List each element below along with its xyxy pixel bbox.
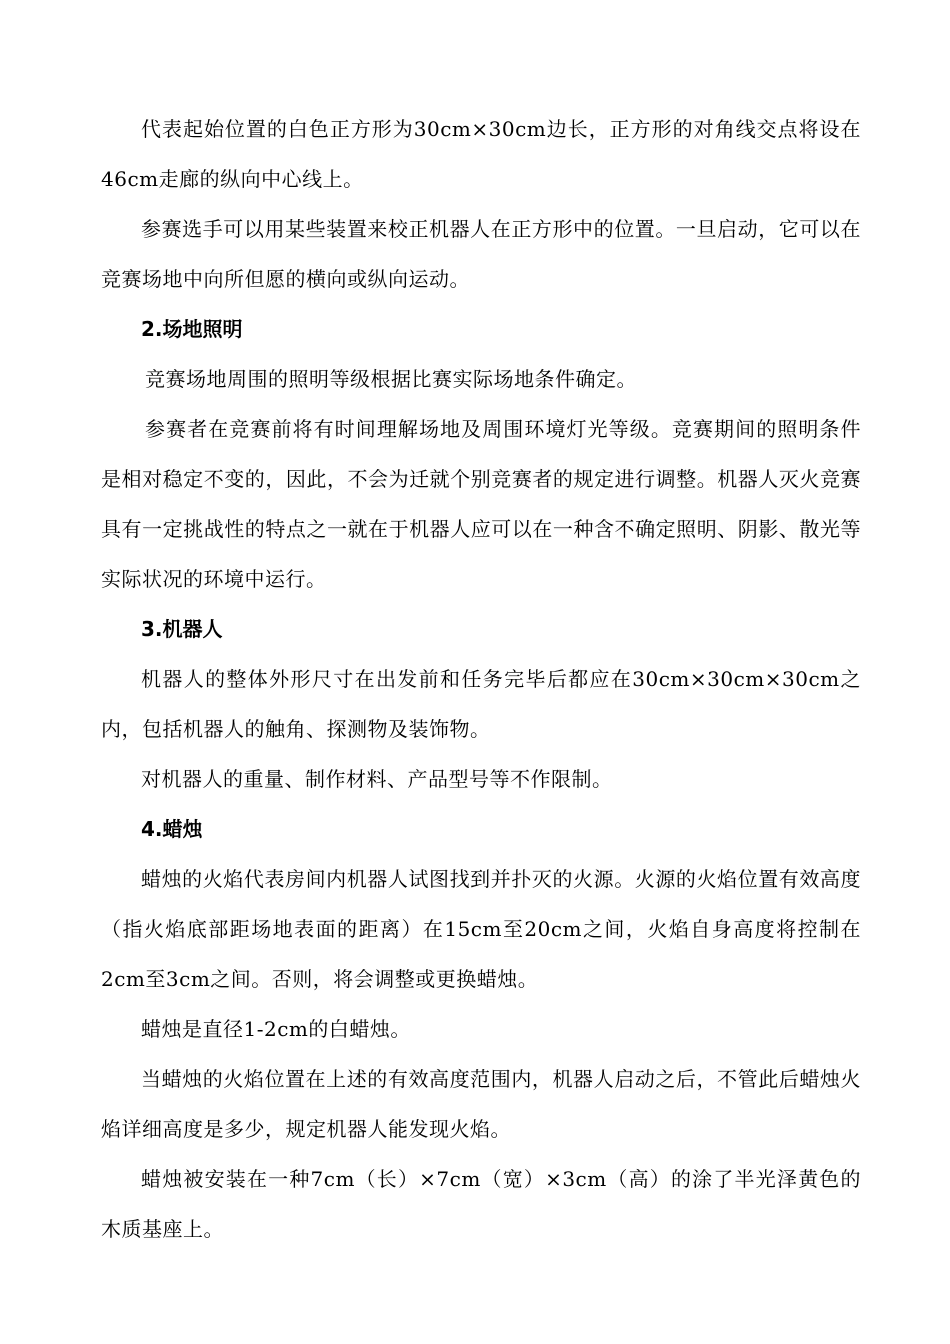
paragraph-calibration: 参赛选手可以用某些装置来校正机器人在正方形中的位置。一旦启动，它可以在竞赛场地中向所但愿的横向或纵向运动。: [101, 217, 861, 291]
section-heading-robot: 3.机器人: [141, 617, 223, 641]
section-heading-lighting: 2.场地照明: [141, 317, 243, 341]
paragraph-candle-base: 蜡烛被安装在一种7cm（长）×7cm（宽）×3cm（高）的涂了半光泽黄色的木质基座上。: [101, 1167, 861, 1241]
paragraph-candle-detection: 当蜡烛的火焰位置在上述的有效高度范围内，机器人启动之后，不管此后蜡烛火焰详细高度是多少，规定机器人能发现火焰。: [101, 1067, 861, 1141]
paragraph-lighting-conditions: 参赛者在竞赛前将有时间理解场地及周围环境灯光等级。竞赛期间的照明条件是相对稳定不变的，因此，不会为迁就个别竞赛者的规定进行调整。机器人灭火竞赛具有一定挑战性的特点之一就在于机器人应可以在一种含不确定照明、阴影、散光等实际状况的环境中运行。: [101, 417, 861, 591]
paragraph-candle-diameter: 蜡烛是直径1-2cm的白蜡烛。: [141, 1017, 411, 1041]
section-heading-candle: 4.蜡烛: [141, 817, 203, 841]
paragraph-candle-flame: 蜡烛的火焰代表房间内机器人试图找到并扑灭的火源。火源的火焰位置有效高度（指火焰底部距场地表面的距离）在15cm至20cm之间，火焰自身高度将控制在2cm至3cm之间。否则，将会调整或更换蜡烛。: [101, 867, 861, 991]
paragraph-start-square: 代表起始位置的白色正方形为30cm×30cm边长，正方形的对角线交点将设在46cm走廊的纵向中心线上。: [101, 117, 861, 191]
paragraph-robot-limits: 对机器人的重量、制作材料、产品型号等不作限制。: [141, 767, 613, 791]
paragraph-lighting-level: 竞赛场地周围的照明等级根据比赛实际场地条件确定。: [145, 367, 637, 391]
paragraph-robot-size: 机器人的整体外形尺寸在出发前和任务完毕后都应在30cm×30cm×30cm之内，包括机器人的触角、探测物及装饰物。: [101, 667, 861, 741]
document-page: [101, 104, 861, 1254]
